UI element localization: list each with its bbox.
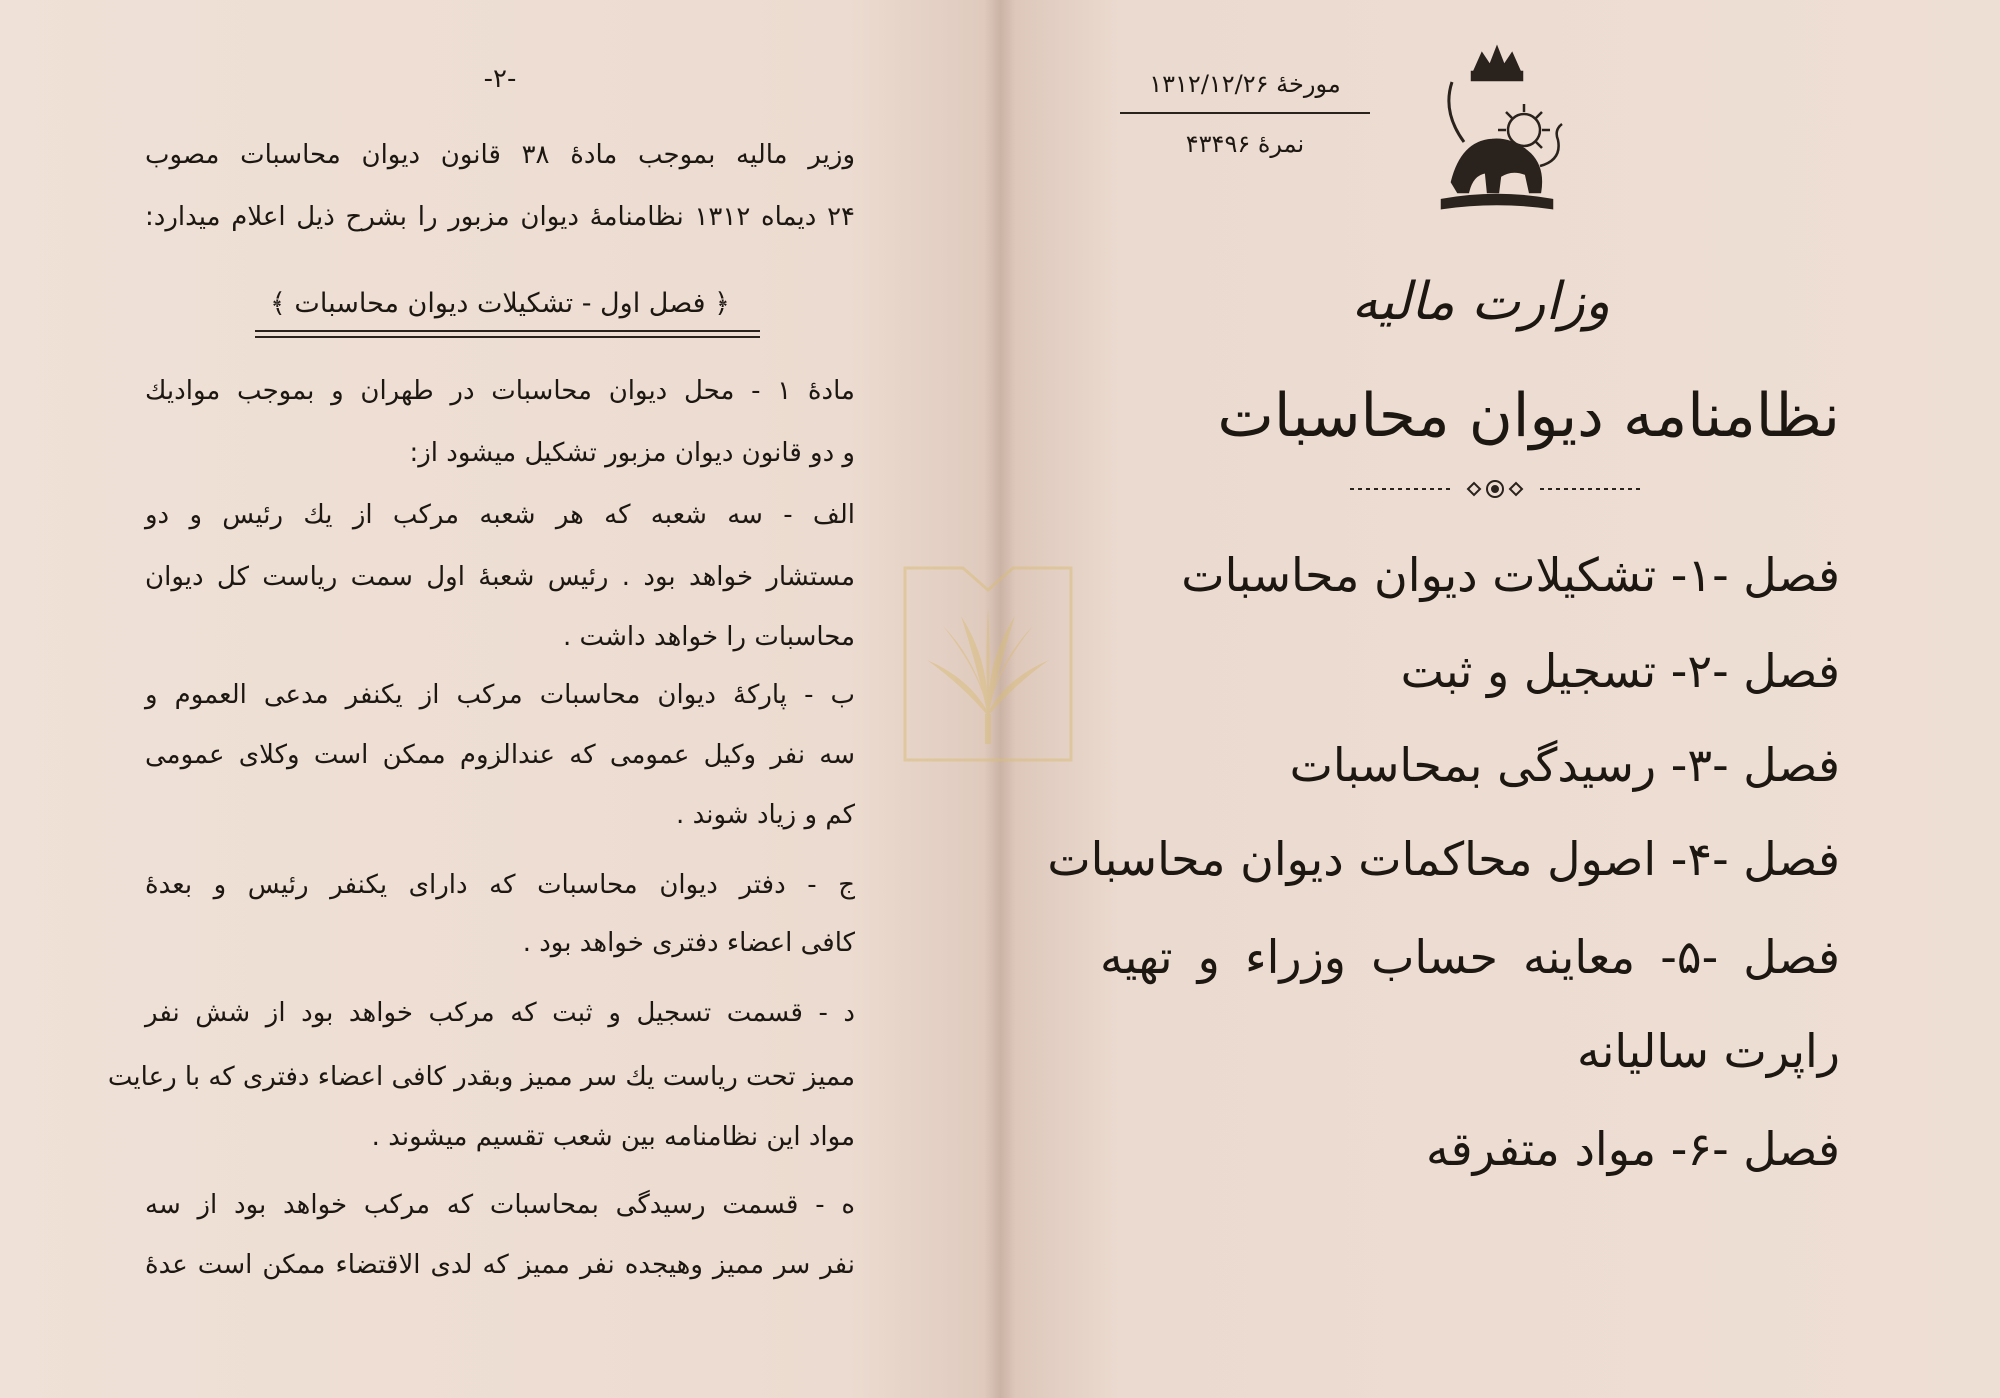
body-line: محاسبات را خواهد داشت . — [563, 622, 855, 652]
body-line: کم و زیاد شوند . — [676, 800, 855, 830]
body-line: الف - سه شعبه که هر شعبه مرکب از یك رئیس و دو — [145, 500, 855, 530]
watermark-logo-icon — [903, 566, 1073, 762]
ornament-divider-icon — [1350, 474, 1640, 504]
body-line: سه نفر وکیل عمومی که عندالزوم ممکن است وکلای عمومی — [145, 740, 855, 770]
body-line: ممیز تحت ریاست یك سر ممیز وبقدر کافی اعضاء دفتری که با رعایت — [107, 1062, 855, 1092]
body-line: نفر سر ممیز وهیجده نفر ممیز که لدی الاقتضاء ممکن است عدهٔ — [145, 1250, 855, 1280]
intro-line-1: وزیر مالیه بموجب مادهٔ ۳۸ قانون دیوان محاسبات مصوب — [145, 140, 855, 170]
heading-underline-2 — [255, 336, 760, 338]
intro-line-2: ۲۴ دیماه ۱۳۱۲ نظامنامهٔ دیوان مزبور را بشرح ذیل اعلام میدارد: — [145, 202, 856, 232]
document-title: نظامنامه دیوان محاسبات — [1217, 381, 1840, 451]
document-date: مورخهٔ ۱۳۱۲/۱۲/۲۶ — [1149, 70, 1341, 98]
heading-underline — [255, 330, 760, 332]
section-heading: ﴿ فصل اول - تشکیلات دیوان محاسبات ﴾ — [270, 288, 730, 319]
toc-item-5-continued: راپرت سالیانه — [1576, 1024, 1840, 1078]
body-line: د - قسمت تسجیل و ثبت که مرکب خواهد بود از شش نفر — [145, 998, 855, 1028]
body-line: و دو قانون دیوان مزبور تشکیل میشود از: — [409, 438, 855, 468]
lion-and-sun-emblem-icon — [1412, 42, 1582, 222]
page-number: -۲- — [483, 64, 517, 94]
toc-item-3: فصل -۳- رسیدگی بمحاسبات — [1289, 738, 1840, 792]
body-line: ب - پارکهٔ دیوان محاسبات مرکب از یکنفر مدعی العموم و — [145, 680, 855, 710]
date-rule — [1120, 112, 1370, 114]
toc-item-5: فصل -۵- معاینه حساب وزراء و تهیه — [1100, 930, 1841, 984]
toc-item-4: فصل -۴- اصول محاکمات دیوان محاسبات — [1047, 832, 1840, 886]
body-line: ج - دفتر دیوان محاسبات که دارای یکنفر رئیس و بعدهٔ — [145, 870, 855, 900]
toc-item-1: فصل -۱- تشکیلات دیوان محاسبات — [1181, 548, 1840, 602]
body-line: مادهٔ ۱ - محل دیوان محاسبات در طهران و بموجب موادیك — [145, 376, 855, 406]
toc-item-6: فصل -۶- مواد متفرقه — [1426, 1122, 1840, 1176]
body-line: مواد این نظامنامه بین شعب تقسیم میشوند . — [371, 1122, 855, 1152]
body-line: کافی اعضاء دفتری خواهد بود . — [522, 928, 855, 958]
body-line: مستشار خواهد بود . رئیس شعبهٔ اول سمت ریاست کل دیوان — [145, 562, 855, 592]
toc-item-2: فصل -۲- تسجیل و ثبت — [1400, 644, 1840, 698]
ministry-name: وزارت مالیه — [1351, 272, 1610, 332]
body-line: ه - قسمت رسیدگی بمحاسبات که مرکب خواهد بود از سه — [145, 1190, 855, 1220]
document-number: نمرهٔ ۴۳۴۹۶ — [1185, 130, 1305, 158]
